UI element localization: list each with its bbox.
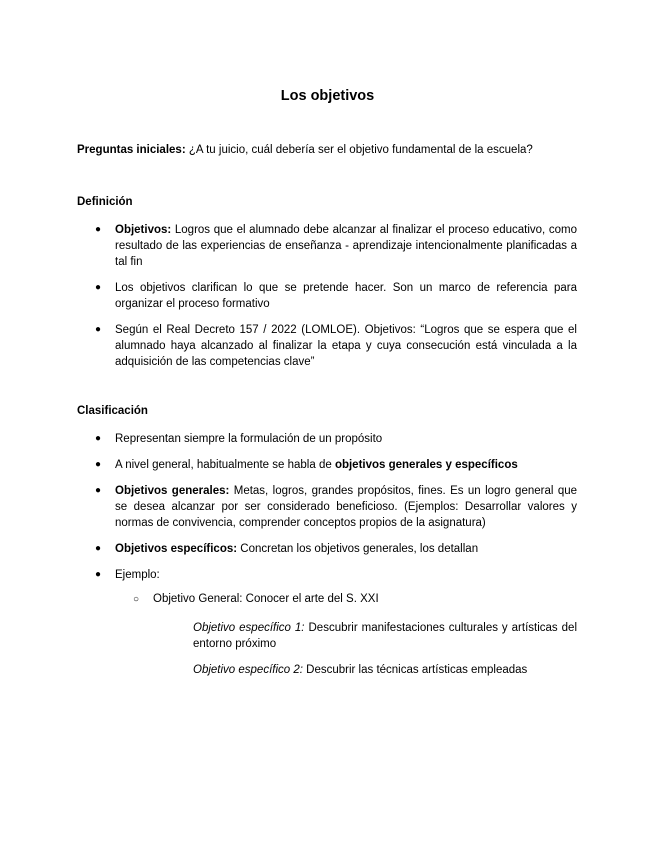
bullet-icon: ● bbox=[95, 459, 102, 470]
intro-label: Preguntas iniciales: bbox=[77, 144, 186, 156]
definicion-list bbox=[77, 222, 577, 380]
intro-question bbox=[77, 144, 577, 156]
bullet-icon: ● bbox=[95, 324, 102, 335]
example-general bbox=[133, 593, 577, 605]
specific-label: Objetivo específico 1: bbox=[193, 622, 305, 634]
item-text: Ejemplo: bbox=[115, 569, 160, 581]
item-bold: Objetivos: bbox=[115, 224, 172, 236]
item-bold: Objetivos específicos: bbox=[115, 543, 238, 555]
item-text: Los objetivos clarifican lo que se pretende hacer. Son un marco de referencia para organizar el proceso formativo bbox=[115, 282, 577, 310]
item-text: Según el Real Decreto 157 / 2022 (LOMLOE). Objetivos: “Logros que se espera que el alumnado haya alcanzado al finalizar la etapa y cuya consecución está vinculada a la adquisición de las competencias clave” bbox=[115, 324, 577, 368]
list-item bbox=[77, 541, 577, 557]
bullet-icon: ● bbox=[95, 569, 102, 580]
list-item bbox=[77, 457, 577, 473]
list-item bbox=[77, 322, 577, 370]
item-text: Logros que el alumnado debe alcanzar al finalizar el proceso educativo, como resultado de las experiencias de enseñanza - aprendizaje intencionalmente planificadas a tal fin bbox=[115, 224, 577, 268]
list-item bbox=[77, 222, 577, 270]
clasificacion-list bbox=[77, 431, 577, 593]
list-item bbox=[77, 280, 577, 312]
bullet-icon: ● bbox=[95, 543, 102, 554]
list-item bbox=[77, 483, 577, 531]
specific-text: Descubrir las técnicas artísticas empleadas bbox=[302, 664, 528, 676]
specific-text: Descubrir manifestaciones culturales y artísticas del entorno próximo bbox=[193, 622, 577, 650]
intro-text: ¿A tu juicio, cuál debería ser el objetivo fundamental de la escuela? bbox=[185, 144, 533, 156]
page-title: Los objetivos bbox=[280, 88, 375, 104]
bullet-icon: ● bbox=[95, 282, 102, 293]
specific-label: Objetivo específico 2: bbox=[193, 664, 303, 676]
item-text: A nivel general, habitualmente se habla de bbox=[115, 459, 335, 471]
clasificacion-heading: Clasificación bbox=[77, 405, 148, 417]
item-bold: objetivos generales y específicos bbox=[334, 459, 518, 471]
bullet-icon: ● bbox=[95, 224, 102, 235]
specific-objective-1 bbox=[193, 620, 577, 652]
item-text: Representan siempre la formulación de un propósito bbox=[115, 433, 383, 445]
list-item bbox=[77, 567, 577, 583]
bullet-icon: ● bbox=[95, 485, 102, 496]
sub-bullet-icon: ○ bbox=[133, 594, 140, 605]
item-text: Metas, logros, grandes propósitos, fines. Es un logro general que se desea alcanzar por ser considerado beneficioso. (Ejemplos: Desarrollar valores y normas de convivencia, comprender conceptos propios de la asignatura) bbox=[115, 485, 578, 529]
bullet-icon: ● bbox=[95, 433, 102, 444]
item-bold: Objetivos generales: bbox=[115, 485, 230, 497]
item-text: Concretan los objetivos generales, los detallan bbox=[237, 543, 479, 555]
list-item bbox=[77, 431, 577, 447]
specific-objective-2 bbox=[193, 662, 577, 678]
example-general-text: Objetivo General: Conocer el arte del S. XXI bbox=[153, 593, 379, 605]
definicion-heading: Definición bbox=[77, 196, 133, 208]
